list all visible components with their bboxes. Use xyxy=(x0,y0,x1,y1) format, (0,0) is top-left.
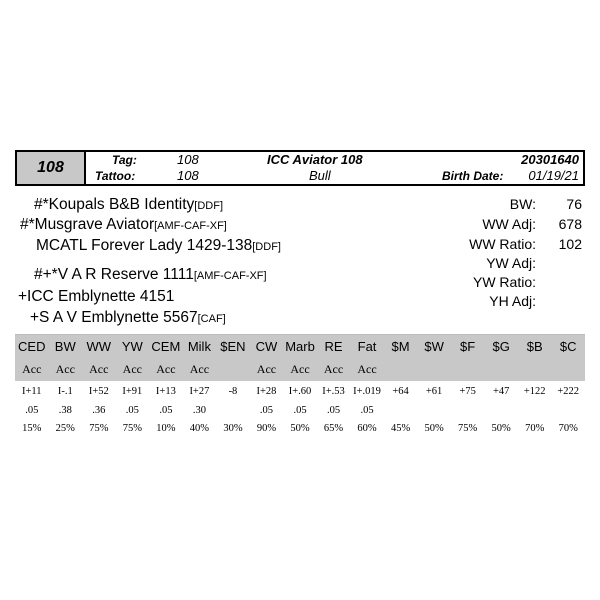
epd-value: I+13 xyxy=(155,386,176,397)
trait-dollar-f: $F xyxy=(460,339,476,354)
epd-accuracy: .05 xyxy=(259,405,274,416)
acc-label: Acc xyxy=(290,362,310,376)
trait-dollar-m: $M xyxy=(391,339,410,354)
epd-percentile: 70% xyxy=(558,423,578,434)
weight-label-bw: BW: xyxy=(509,196,536,212)
tag-value: 108 xyxy=(177,152,199,167)
lot-number: 108 xyxy=(17,152,86,184)
epd-percentile: 65% xyxy=(323,423,344,434)
trait-ced: CED xyxy=(18,339,46,354)
epd-value: I+.53 xyxy=(322,386,345,397)
trait-ww: WW xyxy=(86,339,112,354)
epd-accuracy: .05 xyxy=(159,405,173,416)
epd-accuracy: .05 xyxy=(125,405,139,416)
epd-accuracy: .05 xyxy=(25,405,39,416)
weight-value-ww-ratio: 102 xyxy=(558,236,582,252)
epd-value: +122 xyxy=(523,386,546,397)
weight-label-yh-adj: YH Adj: xyxy=(489,293,536,309)
trait-yw: YW xyxy=(121,339,143,354)
epd-header-band xyxy=(15,334,585,381)
trait-dollar-w: $W xyxy=(424,339,444,354)
epd-percentile: 50% xyxy=(491,423,511,434)
epd-percentile: 60% xyxy=(357,423,377,434)
trait-marb: Marb xyxy=(285,339,315,354)
lot-header xyxy=(15,150,585,186)
epd-percentile: 70% xyxy=(525,423,545,434)
epd-value: +47 xyxy=(492,386,510,397)
weight-value-bw: 76 xyxy=(566,196,582,212)
epd-table xyxy=(15,334,585,441)
birth-date: 01/19/21 xyxy=(528,168,579,183)
epd-percentile: 30% xyxy=(223,423,243,434)
epd-accuracy: .05 xyxy=(326,405,341,416)
epd-value: I+91 xyxy=(122,386,143,397)
trait-dollar-b: $B xyxy=(526,339,543,354)
acc-label: Acc xyxy=(122,362,142,376)
animal-name: ICC Aviator 108 xyxy=(267,152,363,167)
trait-cem: CEM xyxy=(151,339,181,354)
epd-value: I+52 xyxy=(88,386,109,397)
epd-value: I+27 xyxy=(189,386,210,397)
acc-label: Acc xyxy=(55,362,75,376)
epd-percentile: 50% xyxy=(424,423,444,434)
epd-value: I-.1 xyxy=(57,386,73,397)
epd-accuracy: .38 xyxy=(58,405,72,416)
trait-re: RE xyxy=(324,339,343,354)
epd-percentile: 40% xyxy=(189,423,210,434)
trait-dollar-g: $G xyxy=(492,339,510,354)
acc-label: Acc xyxy=(22,362,42,376)
epd-value: +61 xyxy=(425,386,443,397)
trait-milk: Milk xyxy=(187,339,211,354)
tag-label: Tag: xyxy=(112,153,137,167)
trait-dollar-en: $EN xyxy=(220,339,246,354)
acc-label: Acc xyxy=(256,362,277,376)
tattoo-label: Tattoo: xyxy=(95,169,136,183)
trait-bw: BW xyxy=(54,339,76,354)
epd-value: I+28 xyxy=(256,386,277,397)
dam-dam: +S A V Emblynette 5567[CAF] xyxy=(30,309,226,326)
epd-accuracy: .05 xyxy=(360,405,374,416)
acc-label: Acc xyxy=(189,362,210,376)
birth-date-label: Birth Date: xyxy=(442,169,504,183)
epd-accuracy: .30 xyxy=(192,405,206,416)
epd-accuracy: .05 xyxy=(293,405,307,416)
trait-cw: CW xyxy=(255,339,278,354)
sire-dam: MCATL Forever Lady 1429-138[DDF] xyxy=(36,237,281,254)
weight-label-yw-adj: YW Adj: xyxy=(486,255,536,271)
registration-number: 20301640 xyxy=(521,152,579,167)
epd-percentile: 10% xyxy=(156,423,176,434)
acc-label: Acc xyxy=(89,362,109,376)
epd-value: +222 xyxy=(557,386,580,397)
trait-fat: Fat xyxy=(357,339,377,354)
animal-sex: Bull xyxy=(309,168,331,183)
epd-percentile: 45% xyxy=(390,423,411,434)
epd-accuracy: .36 xyxy=(92,405,106,416)
weight-label-ww-ratio: WW Ratio: xyxy=(469,236,536,252)
epd-percentile: 75% xyxy=(122,423,142,434)
dam-sire: #+*V A R Reserve 1111[AMF-CAF-XF] xyxy=(34,266,267,283)
acc-label: Acc xyxy=(323,362,344,376)
epd-values-area xyxy=(15,381,585,441)
trait-dollar-c: $C xyxy=(559,339,577,354)
tattoo-value: 108 xyxy=(177,168,199,183)
epd-percentile: 75% xyxy=(89,423,109,434)
dam: +ICC Emblynette 4151 xyxy=(18,288,175,305)
sire-sire: #*Koupals B&B Identity[DDF] xyxy=(34,196,224,213)
sire: #*Musgrave Aviator[AMF-CAF-XF] xyxy=(20,216,227,233)
epd-percentile: 75% xyxy=(458,423,478,434)
weight-label-ww-adj: WW Adj: xyxy=(482,216,536,232)
epd-percentile: 50% xyxy=(290,423,310,434)
epd-percentile: 90% xyxy=(256,423,277,434)
epd-value: +64 xyxy=(392,386,409,397)
acc-label: Acc xyxy=(357,362,377,376)
epd-percentile: 15% xyxy=(22,423,42,434)
weight-value-ww-adj: 678 xyxy=(558,216,582,232)
acc-label: Acc xyxy=(156,362,176,376)
epd-percentile: 25% xyxy=(55,423,75,434)
weight-label-yw-ratio: YW Ratio: xyxy=(472,274,536,290)
epd-value: -8 xyxy=(228,386,238,397)
epd-value: I+11 xyxy=(22,386,42,397)
epd-value: I+.60 xyxy=(288,386,312,397)
epd-value: +75 xyxy=(459,386,476,397)
animal-card xyxy=(15,150,585,186)
epd-value: I+.019 xyxy=(353,386,381,397)
